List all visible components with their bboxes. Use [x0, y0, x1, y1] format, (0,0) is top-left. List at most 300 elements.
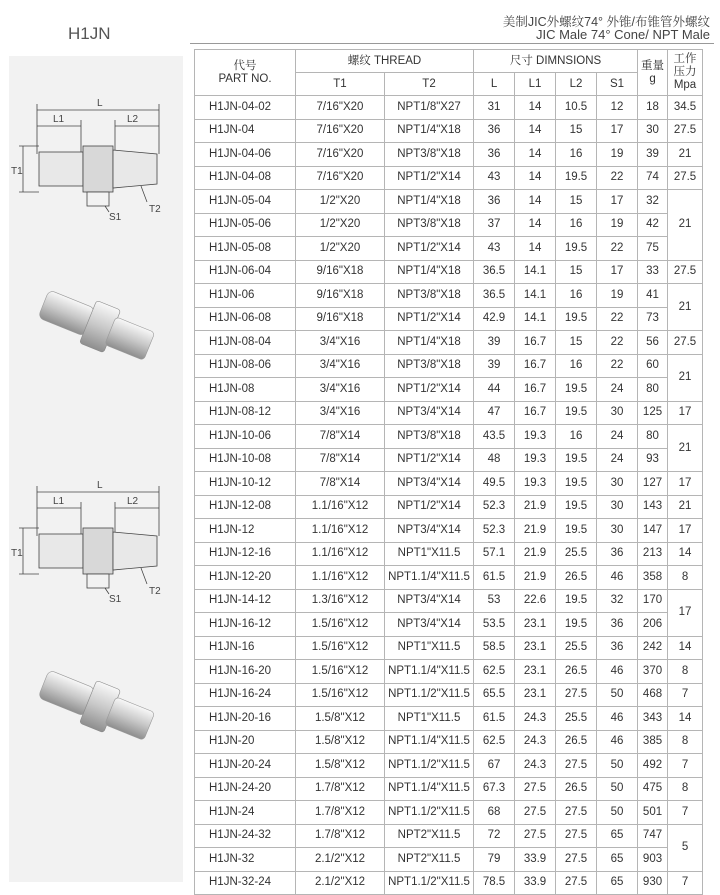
fitting-photo-1 [9, 276, 183, 376]
cell-part-no: H1JN-12-20 [195, 566, 296, 590]
cell-thread-t2: NPT1.1/4"X11.5 [385, 777, 474, 801]
header-part-no [195, 50, 296, 96]
cell-dim-l1: 23.1 [515, 660, 556, 684]
cell-dim-l2: 26.5 [556, 566, 597, 590]
table-row [195, 495, 703, 519]
product-code: H1JN [68, 24, 111, 43]
cell-thread-t1: 1.7/8"X12 [296, 777, 385, 801]
table-row [195, 401, 703, 425]
header-thread: 螺纹 THREAD [296, 50, 474, 73]
cell-pressure: 34.5 [668, 96, 703, 120]
cell-dim-l: 44 [474, 378, 515, 402]
cell-weight: 33 [638, 260, 668, 284]
cell-dim-s1: 17 [597, 119, 638, 143]
cell-dim-s1: 22 [597, 237, 638, 261]
cell-part-no: H1JN-14-12 [195, 589, 296, 613]
cell-dim-l1: 14 [515, 237, 556, 261]
cell-thread-t1: 1.5/16"X12 [296, 613, 385, 637]
cell-dim-s1: 17 [597, 260, 638, 284]
cell-dim-l2: 15 [556, 331, 597, 355]
cell-thread-t1: 9/16"X18 [296, 284, 385, 308]
cell-weight: 501 [638, 801, 668, 825]
cell-thread-t2: NPT1/2"X14 [385, 495, 474, 519]
cell-weight: 41 [638, 284, 668, 308]
cell-dim-l1: 24.3 [515, 730, 556, 754]
dim-label-t1: T1 [11, 166, 23, 177]
cell-weight: 93 [638, 448, 668, 472]
cell-dim-l: 78.5 [474, 871, 515, 895]
cell-weight: 475 [638, 777, 668, 801]
cell-dim-s1: 30 [597, 401, 638, 425]
cell-thread-t1: 1/2"X20 [296, 237, 385, 261]
cell-weight: 32 [638, 190, 668, 214]
cell-dim-l1: 16.7 [515, 354, 556, 378]
cell-dim-l: 58.5 [474, 636, 515, 660]
cell-thread-t1: 3/4"X16 [296, 354, 385, 378]
cell-dim-l1: 22.6 [515, 589, 556, 613]
table-row [195, 730, 703, 754]
cell-dim-l: 31 [474, 96, 515, 120]
cell-dim-l2: 25.5 [556, 707, 597, 731]
cell-thread-t1: 7/16"X20 [296, 143, 385, 167]
table-row [195, 166, 703, 190]
cell-part-no: H1JN-20 [195, 730, 296, 754]
cell-thread-t2: NPT2"X11.5 [385, 824, 474, 848]
cell-thread-t1: 1.1/16"X12 [296, 519, 385, 543]
cell-dim-l2: 26.5 [556, 660, 597, 684]
header-rule [190, 43, 714, 44]
cell-pressure: 17 [668, 401, 703, 425]
cell-dim-l2: 27.5 [556, 871, 597, 895]
cell-part-no: H1JN-12-16 [195, 542, 296, 566]
cell-thread-t1: 1.1/16"X12 [296, 495, 385, 519]
dim-label-l: L [97, 480, 103, 491]
cell-pressure: 7 [668, 801, 703, 825]
table-row [195, 119, 703, 143]
cell-weight: 39 [638, 143, 668, 167]
cell-dim-l1: 21.9 [515, 519, 556, 543]
table-row [195, 871, 703, 895]
cell-thread-t2: NPT1/2"X14 [385, 378, 474, 402]
cell-dim-l1: 14.1 [515, 284, 556, 308]
cell-pressure: 27.5 [668, 260, 703, 284]
header-dimensions: 尺寸 DIMNSIONS [474, 50, 638, 73]
cell-weight: 242 [638, 636, 668, 660]
cell-thread-t2: NPT3/8"X18 [385, 213, 474, 237]
cell-dim-l1: 14.1 [515, 307, 556, 331]
cell-dim-l1: 24.3 [515, 754, 556, 778]
cell-part-no: H1JN-05-04 [195, 190, 296, 214]
dim-label-l2: L2 [127, 114, 139, 125]
header-s1: S1 [597, 73, 638, 96]
cell-dim-l2: 19.5 [556, 237, 597, 261]
cell-dim-l: 43.5 [474, 425, 515, 449]
cell-dim-l2: 25.5 [556, 636, 597, 660]
cell-dim-s1: 46 [597, 660, 638, 684]
cell-dim-l: 62.5 [474, 660, 515, 684]
header-pressure-cn1: 工作 [673, 53, 697, 65]
cell-thread-t2: NPT1.1/4"X11.5 [385, 730, 474, 754]
cell-part-no: H1JN-05-08 [195, 237, 296, 261]
cell-dim-l1: 21.9 [515, 566, 556, 590]
cell-pressure: 21 [668, 354, 703, 401]
cell-dim-l1: 33.9 [515, 871, 556, 895]
cell-pressure: 27.5 [668, 331, 703, 355]
cell-weight: 747 [638, 824, 668, 848]
cell-thread-t1: 1/2"X20 [296, 213, 385, 237]
table-row [195, 448, 703, 472]
cell-dim-l2: 26.5 [556, 777, 597, 801]
cell-dim-l: 43 [474, 237, 515, 261]
cell-dim-l2: 16 [556, 284, 597, 308]
illustration-panel [9, 56, 183, 882]
cell-pressure: 8 [668, 660, 703, 684]
cell-thread-t2: NPT1"X11.5 [385, 707, 474, 731]
table-row [195, 307, 703, 331]
cell-dim-l2: 16 [556, 143, 597, 167]
cell-thread-t2: NPT3/4"X14 [385, 472, 474, 496]
cell-part-no: H1JN-16-20 [195, 660, 296, 684]
cell-weight: 343 [638, 707, 668, 731]
dim-label-l1: L1 [53, 496, 65, 507]
cell-part-no: H1JN-08 [195, 378, 296, 402]
cell-thread-t1: 1.7/8"X12 [296, 801, 385, 825]
table-row [195, 331, 703, 355]
cell-dim-s1: 46 [597, 730, 638, 754]
fitting-photo-2 [9, 656, 183, 756]
cell-dim-s1: 19 [597, 213, 638, 237]
cell-thread-t2: NPT1.1/2"X11.5 [385, 754, 474, 778]
cell-thread-t2: NPT1/8"X27 [385, 96, 474, 120]
cell-dim-l: 61.5 [474, 707, 515, 731]
cell-dim-l2: 19.5 [556, 613, 597, 637]
cell-thread-t1: 7/8"X14 [296, 425, 385, 449]
cell-part-no: H1JN-20-16 [195, 707, 296, 731]
cell-dim-l1: 23.1 [515, 613, 556, 637]
table-row [195, 284, 703, 308]
cell-thread-t1: 1.5/8"X12 [296, 754, 385, 778]
cell-weight: 385 [638, 730, 668, 754]
cell-dim-l: 49.5 [474, 472, 515, 496]
cell-pressure: 8 [668, 777, 703, 801]
cell-dim-l2: 27.5 [556, 754, 597, 778]
cell-dim-l2: 19.5 [556, 166, 597, 190]
header-t2: T2 [385, 73, 474, 96]
cell-thread-t2: NPT1.1/4"X11.5 [385, 566, 474, 590]
cell-pressure: 21 [668, 284, 703, 331]
dim-label-s1: S1 [109, 594, 122, 605]
cell-dim-s1: 24 [597, 425, 638, 449]
cell-pressure: 5 [668, 824, 703, 871]
table-row [195, 472, 703, 496]
cell-dim-s1: 50 [597, 754, 638, 778]
cell-pressure: 21 [668, 425, 703, 472]
cell-thread-t2: NPT1/2"X14 [385, 166, 474, 190]
dim-label-t2: T2 [149, 204, 161, 215]
cell-dim-l2: 15 [556, 190, 597, 214]
table-row [195, 589, 703, 613]
cell-part-no: H1JN-06-04 [195, 260, 296, 284]
title-english: JIC Male 74° Cone/ NPT Male [535, 27, 710, 42]
cell-thread-t1: 1.5/8"X12 [296, 730, 385, 754]
cell-dim-l: 65.5 [474, 683, 515, 707]
cell-dim-l1: 23.1 [515, 636, 556, 660]
cell-thread-t2: NPT3/4"X14 [385, 613, 474, 637]
cell-dim-s1: 65 [597, 871, 638, 895]
cell-part-no: H1JN-32-24 [195, 871, 296, 895]
cell-thread-t2: NPT3/8"X18 [385, 425, 474, 449]
cell-dim-l1: 16.7 [515, 331, 556, 355]
cell-part-no: H1JN-05-06 [195, 213, 296, 237]
cell-weight: 930 [638, 871, 668, 895]
cell-part-no: H1JN-04-08 [195, 166, 296, 190]
cell-thread-t2: NPT1/2"X14 [385, 307, 474, 331]
cell-part-no: H1JN-10-08 [195, 448, 296, 472]
dim-label-t2: T2 [149, 586, 161, 597]
cell-thread-t2: NPT3/8"X18 [385, 143, 474, 167]
dim-label-t1: T1 [11, 548, 23, 559]
table-row [195, 636, 703, 660]
cell-dim-s1: 19 [597, 143, 638, 167]
cell-thread-t2: NPT3/8"X18 [385, 354, 474, 378]
cell-thread-t1: 9/16"X18 [296, 260, 385, 284]
cell-thread-t2: NPT1/4"X18 [385, 331, 474, 355]
cell-dim-l: 67.3 [474, 777, 515, 801]
table-row [195, 683, 703, 707]
cell-dim-l1: 14 [515, 96, 556, 120]
cell-dim-s1: 50 [597, 777, 638, 801]
cell-part-no: H1JN-08-04 [195, 331, 296, 355]
cell-pressure: 17 [668, 472, 703, 496]
cell-dim-s1: 46 [597, 566, 638, 590]
cell-weight: 80 [638, 425, 668, 449]
cell-dim-l1: 14 [515, 119, 556, 143]
cell-weight: 30 [638, 119, 668, 143]
cell-dim-l1: 19.3 [515, 448, 556, 472]
cell-dim-l: 68 [474, 801, 515, 825]
cell-pressure: 21 [668, 495, 703, 519]
cell-dim-s1: 22 [597, 331, 638, 355]
table-row [195, 754, 703, 778]
cell-part-no: H1JN-10-06 [195, 425, 296, 449]
cell-part-no: H1JN-08-12 [195, 401, 296, 425]
cell-dim-l: 48 [474, 448, 515, 472]
cell-dim-l2: 27.5 [556, 824, 597, 848]
cell-dim-l1: 19.3 [515, 472, 556, 496]
cell-dim-l1: 16.7 [515, 378, 556, 402]
cell-pressure: 17 [668, 589, 703, 636]
dimension-drawing-1 [9, 84, 183, 224]
header-pressure [668, 50, 703, 96]
cell-dim-l2: 19.5 [556, 495, 597, 519]
cell-dim-s1: 19 [597, 284, 638, 308]
cell-weight: 74 [638, 166, 668, 190]
cell-weight: 18 [638, 96, 668, 120]
cell-thread-t2: NPT3/4"X14 [385, 401, 474, 425]
cell-dim-l2: 19.5 [556, 448, 597, 472]
cell-dim-l2: 27.5 [556, 683, 597, 707]
cell-dim-l1: 14.1 [515, 260, 556, 284]
cell-pressure: 7 [668, 754, 703, 778]
cell-weight: 125 [638, 401, 668, 425]
dim-label-l2: L2 [127, 496, 139, 507]
cell-dim-l: 36 [474, 119, 515, 143]
cell-dim-l1: 27.5 [515, 777, 556, 801]
cell-thread-t1: 3/4"X16 [296, 401, 385, 425]
table-row [195, 354, 703, 378]
cell-thread-t2: NPT1/4"X18 [385, 190, 474, 214]
table-row [195, 519, 703, 543]
header-part-en: PART NO. [218, 72, 272, 85]
cell-dim-l1: 27.5 [515, 801, 556, 825]
cell-dim-l1: 14 [515, 166, 556, 190]
cell-thread-t1: 7/8"X14 [296, 472, 385, 496]
table-row [195, 777, 703, 801]
cell-weight: 370 [638, 660, 668, 684]
cell-dim-s1: 65 [597, 848, 638, 872]
cell-dim-l: 61.5 [474, 566, 515, 590]
cell-dim-s1: 65 [597, 824, 638, 848]
cell-dim-l: 47 [474, 401, 515, 425]
cell-dim-l1: 33.9 [515, 848, 556, 872]
cell-part-no: H1JN-20-24 [195, 754, 296, 778]
dim-label-l: L [97, 98, 103, 109]
cell-pressure: 14 [668, 707, 703, 731]
cell-thread-t1: 1.5/16"X12 [296, 636, 385, 660]
cell-dim-l2: 27.5 [556, 801, 597, 825]
cell-dim-l: 39 [474, 331, 515, 355]
cell-dim-s1: 17 [597, 190, 638, 214]
cell-dim-l: 67 [474, 754, 515, 778]
cell-dim-s1: 22 [597, 354, 638, 378]
cell-thread-t2: NPT1/2"X14 [385, 448, 474, 472]
table-row [195, 143, 703, 167]
cell-thread-t1: 1.3/16"X12 [296, 589, 385, 613]
cell-dim-l1: 14 [515, 190, 556, 214]
cell-dim-l2: 19.5 [556, 589, 597, 613]
cell-dim-l: 36 [474, 190, 515, 214]
cell-dim-s1: 50 [597, 683, 638, 707]
cell-dim-l: 36.5 [474, 284, 515, 308]
cell-dim-l2: 15 [556, 119, 597, 143]
cell-part-no: H1JN-16 [195, 636, 296, 660]
cell-thread-t1: 1.1/16"X12 [296, 566, 385, 590]
cell-dim-l2: 25.5 [556, 542, 597, 566]
cell-pressure: 21 [668, 190, 703, 261]
cell-part-no: H1JN-16-24 [195, 683, 296, 707]
cell-dim-l1: 27.5 [515, 824, 556, 848]
cell-thread-t2: NPT1.1/2"X11.5 [385, 801, 474, 825]
cell-dim-l: 52.3 [474, 495, 515, 519]
cell-part-no: H1JN-12 [195, 519, 296, 543]
cell-dim-s1: 22 [597, 166, 638, 190]
cell-part-no: H1JN-04-06 [195, 143, 296, 167]
cell-dim-l2: 15 [556, 260, 597, 284]
header-part-cn: 代号 [233, 59, 257, 72]
cell-thread-t1: 7/16"X20 [296, 166, 385, 190]
cell-weight: 147 [638, 519, 668, 543]
table-row [195, 542, 703, 566]
header-weight-unit: g [649, 72, 656, 85]
cell-thread-t2: NPT2"X11.5 [385, 848, 474, 872]
cell-dim-l1: 16.7 [515, 401, 556, 425]
cell-dim-l1: 19.3 [515, 425, 556, 449]
cell-thread-t1: 1.7/8"X12 [296, 824, 385, 848]
cell-weight: 358 [638, 566, 668, 590]
cell-dim-s1: 24 [597, 448, 638, 472]
cell-thread-t1: 2.1/2"X12 [296, 871, 385, 895]
table-row [195, 660, 703, 684]
cell-part-no: H1JN-32 [195, 848, 296, 872]
header-t1: T1 [296, 73, 385, 96]
cell-pressure: 7 [668, 683, 703, 707]
cell-thread-t2: NPT3/8"X18 [385, 284, 474, 308]
cell-dim-s1: 12 [597, 96, 638, 120]
cell-thread-t2: NPT1"X11.5 [385, 542, 474, 566]
cell-dim-l2: 16 [556, 213, 597, 237]
cell-dim-l: 37 [474, 213, 515, 237]
cell-pressure: 27.5 [668, 119, 703, 143]
cell-pressure: 14 [668, 542, 703, 566]
cell-dim-l: 52.3 [474, 519, 515, 543]
cell-dim-l: 53 [474, 589, 515, 613]
table-row [195, 237, 703, 261]
cell-weight: 468 [638, 683, 668, 707]
cell-part-no: H1JN-06 [195, 284, 296, 308]
cell-dim-l: 36.5 [474, 260, 515, 284]
cell-dim-s1: 36 [597, 613, 638, 637]
header-l: L [474, 73, 515, 96]
cell-thread-t2: NPT3/4"X14 [385, 519, 474, 543]
cell-dim-l2: 19.5 [556, 519, 597, 543]
cell-dim-s1: 24 [597, 378, 638, 402]
cell-weight: 42 [638, 213, 668, 237]
cell-part-no: H1JN-06-08 [195, 307, 296, 331]
cell-dim-s1: 30 [597, 472, 638, 496]
cell-dim-s1: 32 [597, 589, 638, 613]
cell-thread-t2: NPT1/2"X14 [385, 237, 474, 261]
cell-part-no: H1JN-10-12 [195, 472, 296, 496]
cell-pressure: 8 [668, 566, 703, 590]
cell-thread-t2: NPT1"X11.5 [385, 636, 474, 660]
cell-thread-t2: NPT1/4"X18 [385, 260, 474, 284]
cell-thread-t1: 2.1/2"X12 [296, 848, 385, 872]
cell-thread-t1: 9/16"X18 [296, 307, 385, 331]
cell-dim-l: 42.9 [474, 307, 515, 331]
table-row [195, 213, 703, 237]
cell-pressure: 27.5 [668, 166, 703, 190]
cell-thread-t1: 1.5/16"X12 [296, 660, 385, 684]
table-row [195, 260, 703, 284]
title-chinese: 美制JIC外螺纹74° 外锥/布锥管外螺纹 [502, 15, 710, 29]
table-row [195, 566, 703, 590]
table-row [195, 425, 703, 449]
cell-dim-l2: 16 [556, 354, 597, 378]
table-row [195, 96, 703, 120]
header-weight [638, 50, 668, 96]
cell-dim-l1: 21.9 [515, 542, 556, 566]
cell-part-no: H1JN-24-32 [195, 824, 296, 848]
cell-dim-s1: 36 [597, 542, 638, 566]
cell-dim-l2: 26.5 [556, 730, 597, 754]
cell-pressure: 21 [668, 143, 703, 167]
cell-dim-l2: 16 [556, 425, 597, 449]
cell-weight: 492 [638, 754, 668, 778]
cell-weight: 213 [638, 542, 668, 566]
cell-weight: 170 [638, 589, 668, 613]
cell-dim-s1: 46 [597, 707, 638, 731]
cell-dim-l1: 14 [515, 213, 556, 237]
